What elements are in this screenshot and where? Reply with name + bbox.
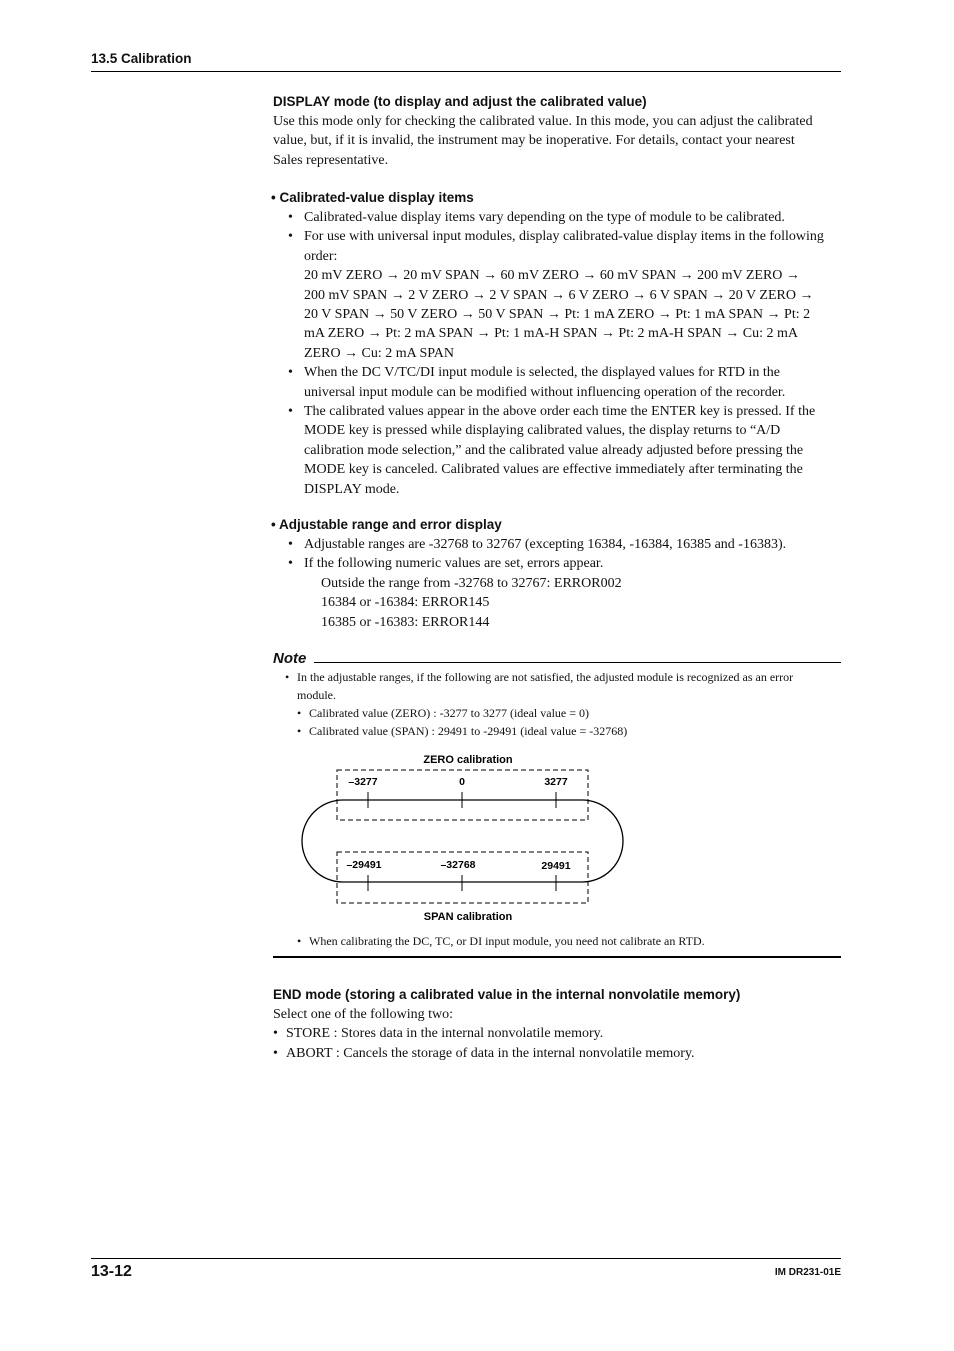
display-mode-intro [273, 112, 843, 170]
item-line: universal input module can be modified without influencing operation of the recorder. [304, 384, 786, 400]
bullet-mark: • [285, 670, 290, 684]
bullet-mark: • [288, 229, 293, 245]
end-intro: Select one of the following two: [273, 1007, 454, 1022]
note-label: Note [273, 650, 307, 667]
note-line: In the adjustable ranges, if the following are not satisfied, the adjusted module is recognized as an error [297, 670, 794, 684]
note-line: module. [297, 688, 336, 702]
span-label-left: –29491 [346, 859, 382, 871]
span-label-right: 29491 [541, 860, 571, 872]
span-title: SPAN calibration [423, 911, 513, 923]
list-item [288, 363, 848, 402]
items-heading: • Calibrated-value display items [271, 190, 474, 205]
page-number: 13-12 [91, 1263, 132, 1280]
item-line: Calibrated-value display items vary depending on the type of module to be calibrated. [304, 210, 785, 225]
item-line: mA ZERO → Pt: 2 mA SPAN → Pt: 1 mA-H SPAN → Pt: 2 mA-H SPAN → Cu: 2 mA [304, 326, 798, 342]
bullet-mark: • [288, 365, 293, 381]
item-line: For use with universal input modules, display calibrated-value display items in the following [304, 229, 824, 245]
intro-line: Sales representative. [273, 152, 389, 168]
list-item [288, 208, 848, 227]
zero-label-right: 3277 [544, 776, 568, 788]
error-line: Outside the range from -32768 to 32767: ERROR002 [321, 575, 622, 591]
note-line: Calibrated value (ZERO) : -3277 to 3277 (ideal value = 0) [309, 706, 590, 720]
list-item [285, 668, 845, 704]
item-line: If the following numeric values are set, errors appear. [304, 556, 604, 572]
error-line: 16384 or -16384: ERROR145 [321, 595, 490, 611]
zero-label-center: 0 [459, 776, 465, 788]
doc-id: IM DR231-01E [774, 1267, 841, 1278]
end-mode-title: END mode (storing a calibrated value in the internal nonvolatile memory) [273, 987, 741, 1002]
note-line: When calibrating the DC, TC, or DI input module, you need not calibrate an RTD. [309, 934, 705, 948]
footer-rule [91, 1258, 841, 1259]
item-line: ZERO → Cu: 2 mA SPAN [304, 345, 455, 361]
item-line: When the DC V/TC/DI input module is selected, the displayed values for RTD in the [304, 365, 780, 381]
note-last-bullet [297, 932, 837, 950]
note-body [285, 668, 845, 740]
list-item [273, 1044, 843, 1063]
range-list [288, 535, 848, 632]
list-item [285, 704, 845, 722]
bullet-mark: • [273, 1045, 278, 1061]
bullet-mark: • [288, 210, 293, 225]
bullet-mark: • [288, 404, 293, 420]
list-item [288, 554, 848, 573]
list-item [273, 1024, 843, 1043]
calibration-diagram [290, 748, 640, 928]
bullet-mark: • [297, 724, 302, 738]
span-label-center: –32768 [440, 859, 476, 871]
items-list [288, 208, 848, 499]
zero-title: ZERO calibration [423, 754, 513, 766]
end-item: ABORT : Cancels the storage of data in the internal nonvolatile memory. [286, 1045, 695, 1061]
item-line: Adjustable ranges are -32768 to 32767 (excepting 16384, -16384, 16385 and -16383). [304, 537, 787, 552]
list-item [288, 227, 848, 363]
display-mode-title: DISPLAY mode (to display and adjust the calibrated value) [273, 94, 647, 109]
item-line: 20 mV ZERO → 20 mV SPAN → 60 mV ZERO → 60 mV SPAN → 200 mV ZERO → [304, 268, 800, 284]
item-line: 20 V SPAN → 50 V ZERO → 50 V SPAN → Pt: 1 mA ZERO → Pt: 1 mA SPAN → Pt: 2 [304, 307, 811, 323]
error-line: 16385 or -16383: ERROR144 [321, 614, 490, 630]
end-mode-body [273, 1005, 843, 1063]
item-line: MODE key is pressed while displaying calibrated values, the display returns to “A/D [304, 423, 781, 439]
header-rule [91, 71, 841, 72]
running-header: 13.5 Calibration [91, 51, 192, 66]
zero-label-left: –3277 [348, 776, 378, 788]
item-line: The calibrated values appear in the above order each time the ENTER key is pressed. If the [304, 404, 816, 420]
list-item [288, 402, 848, 499]
list-item [297, 932, 837, 950]
intro-line: value, but, if it is invalid, the instrument may be inoperative. For details, contact your nearest [273, 133, 795, 149]
bullet-mark: • [297, 706, 302, 720]
bullet-mark: • [297, 934, 302, 948]
item-line: order: [304, 248, 338, 264]
intro-line: Use this mode only for checking the calibrated value. In this mode, you can adjust the calibrated [273, 114, 813, 129]
note-bottom-rule [273, 956, 841, 958]
item-line: DISPLAY mode. [304, 481, 400, 497]
bullet-mark: • [273, 1026, 278, 1042]
note-top-rule [314, 662, 841, 663]
error-list [288, 574, 848, 632]
list-item [285, 722, 845, 740]
bullet-mark: • [288, 556, 293, 572]
range-heading: • Adjustable range and error display [271, 517, 502, 532]
item-line: calibration mode selection,” and the calibrated value already adjusted before pressing the [304, 442, 804, 458]
item-line: MODE key is canceled. Calibrated values are effective immediately after terminating the [304, 462, 803, 478]
bullet-mark: • [288, 537, 293, 552]
end-item: STORE : Stores data in the internal nonvolatile memory. [286, 1026, 604, 1042]
list-item [288, 535, 848, 554]
item-line: 200 mV SPAN → 2 V ZERO → 2 V SPAN → 6 V ZERO → 6 V SPAN → 20 V ZERO → [304, 287, 814, 303]
note-line: Calibrated value (SPAN) : 29491 to -29491 (ideal value = -32768) [309, 724, 628, 738]
